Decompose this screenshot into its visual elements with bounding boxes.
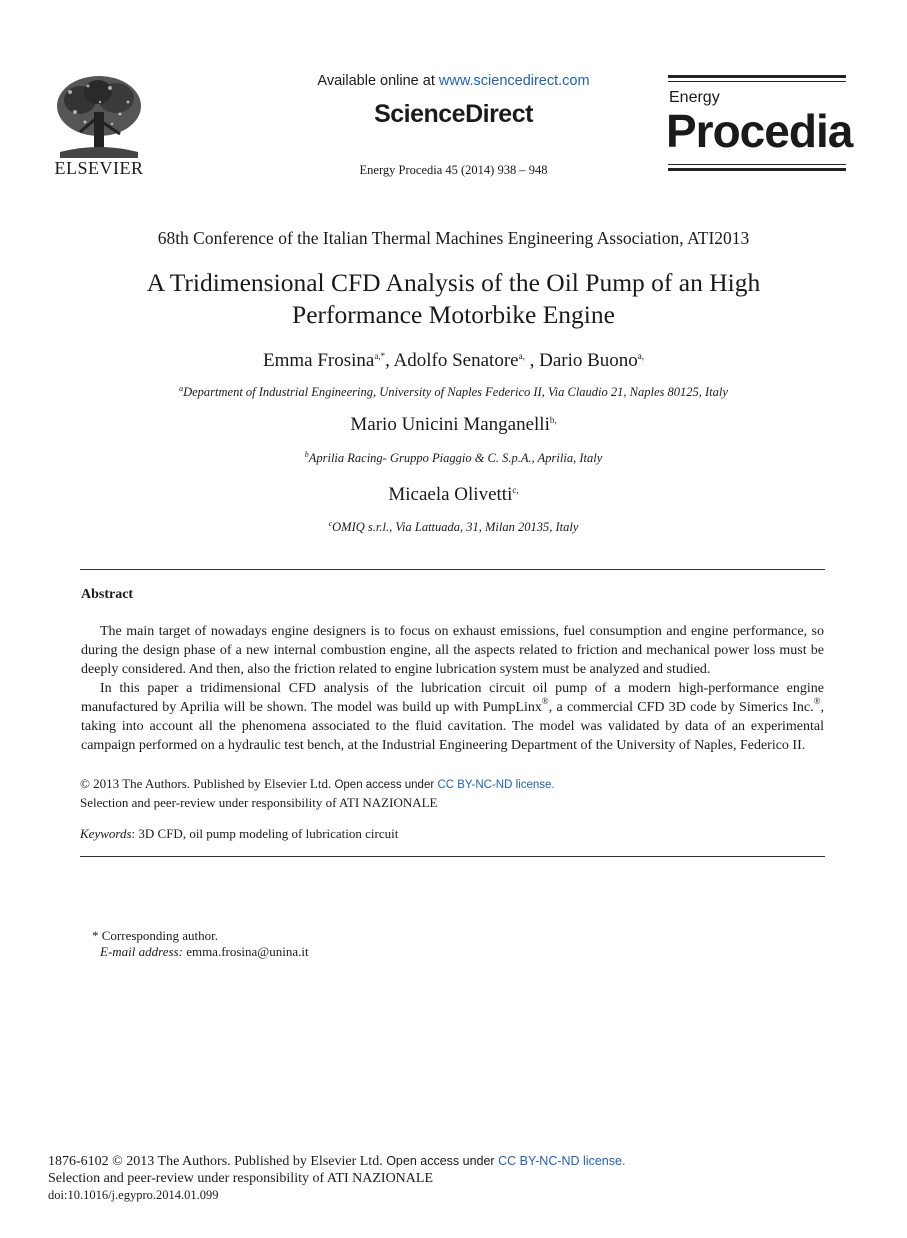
corresponding-author: * Corresponding author.	[92, 928, 219, 943]
authors-line2	[0, 414, 907, 436]
logo-energy: Energy	[669, 89, 720, 106]
affil-mark: a	[179, 384, 184, 393]
copyright-block	[80, 775, 555, 811]
copyright-text: © 2013 The Authors. Published by Elsevier Ltd.	[80, 776, 332, 791]
license-link[interactable]: CC BY-NC-ND license.	[437, 779, 555, 791]
sciencedirect-logo: ScienceDirect	[374, 100, 533, 128]
footer-doi: doi:10.1016/j.egypro.2014.01.099	[48, 1188, 219, 1202]
affil-text: Department of Industrial Engineering, University of Naples Federico II, Via Claudio 21, Naples 80125, Italy	[183, 385, 728, 399]
author-affil-mark: b,	[549, 415, 557, 425]
elsevier-wordmark: ELSEVIER	[54, 158, 144, 178]
keywords-text: : 3D CFD, oil pump modeling of lubrication circuit	[131, 826, 399, 841]
affil-mark: b	[304, 450, 309, 459]
affiliation-b	[0, 451, 907, 466]
authors-line3	[0, 484, 907, 506]
footer-line2: Selection and peer-review under responsibility of ATI NAZIONALE	[48, 1171, 433, 1186]
footer-copyright: 1876-6102 © 2013 The Authors. Published by Elsevier Ltd.	[48, 1154, 383, 1169]
journal-citation: Energy Procedia 45 (2014) 938 – 948	[359, 163, 548, 177]
abstract-text: , taking into account all the phenomena associated to the fluid cavitation. The model was validated by data of an experimental campaign performed on a hydraulic test bench, at the Industrial Engineering Department of the University of Naples, Federico II.	[81, 700, 824, 753]
abstract-body	[81, 622, 824, 755]
author-name: Emma Frosina	[262, 350, 375, 371]
logo-rule-top-thin	[668, 81, 846, 82]
footer-line1	[48, 1153, 625, 1170]
affil-text: Aprilia Racing- Gruppo Piaggio & C. S.p.A., Aprilia, Italy	[308, 451, 603, 465]
abstract-bottom-rule	[80, 856, 825, 857]
affiliation-c	[0, 520, 907, 535]
author-name: Dario Buono	[539, 350, 638, 371]
footer-open-access: Open access under	[386, 1154, 495, 1168]
paper-title-line1: A Tridimensional CFD Analysis of the Oil Pump of an High	[146, 268, 761, 297]
abstract-text: In this paper a tridimensional CFD analysis of the lubrication circuit oil pump of a modern high-performance engine manufactured by Aprilia will be shown. The model was build up with PumpLinx	[81, 681, 824, 715]
abstract-paragraph-2	[81, 679, 824, 755]
logo-rule-bottom	[668, 168, 846, 171]
email-line	[92, 944, 309, 960]
affil-text: OMIQ s.r.l., Via Lattuada, 31, Milan 20135, Italy	[332, 520, 579, 534]
corresponding-footnote	[92, 928, 309, 960]
open-access-text: Open access under	[334, 779, 435, 791]
sciencedirect-link[interactable]: www.sciencedirect.com	[438, 73, 590, 89]
author-affil-mark: c,	[512, 485, 519, 495]
keywords-label: Keywords	[80, 826, 132, 841]
abstract-top-rule	[80, 569, 825, 570]
footer-license-link[interactable]: CC BY-NC-ND license.	[498, 1154, 626, 1168]
affil-mark: c	[328, 519, 333, 528]
abstract-paragraph-1	[81, 622, 824, 679]
available-online-prefix: Available online at	[317, 73, 435, 89]
abstract-text: , a commercial CFD 3D code by Simerics Inc.	[548, 700, 814, 715]
author-affil-mark: a,	[637, 351, 645, 361]
email-label: E-mail address:	[100, 944, 183, 959]
authors-line1: Emma Frosina$^{a,*}$, Adolfo Senatore$^{a,}$ , Dario Buono$^{a,}$	[262, 350, 645, 371]
registered-mark: ®	[541, 696, 549, 706]
email-address: emma.frosina@unina.it	[186, 944, 309, 959]
logo-rule-top	[668, 75, 846, 78]
registered-mark: ®	[813, 696, 821, 706]
paper-title-line2: Performance Motorbike Engine	[292, 300, 615, 329]
logo-procedia: Procedia	[666, 105, 853, 157]
logo-rule-bottom-thin	[668, 164, 846, 165]
abstract-heading: Abstract	[81, 587, 134, 602]
abstract-text: The main target of nowadays engine designers is to focus on exhaust emissions, fuel consumption and engine performance, so during the design phase of a new internal combustion engine, all the aspects related to friction and mechanical power loss must be deeply considered. And then, also the friction related to engine lubrication system must be analyzed and studied.	[81, 624, 824, 677]
author-name: Adolfo Senatore	[393, 350, 519, 371]
energy-procedia-logo	[666, 75, 853, 175]
author-name: Micaela Olivetti	[388, 484, 513, 505]
author-name: Mario Unicini Manganelli	[350, 414, 550, 435]
affiliation-a	[0, 385, 907, 400]
conference-name: 68th Conference of the Italian Thermal Machines Engineering Association, ATI2013	[157, 228, 750, 248]
author-affil-mark: a,	[518, 351, 525, 361]
copyright-line2: Selection and peer-review under responsibility of ATI NAZIONALE	[80, 795, 438, 810]
keywords	[80, 826, 398, 842]
author-affil-mark: a,*	[374, 351, 386, 361]
copyright-line1	[80, 775, 555, 794]
page-footer	[48, 1153, 625, 1204]
